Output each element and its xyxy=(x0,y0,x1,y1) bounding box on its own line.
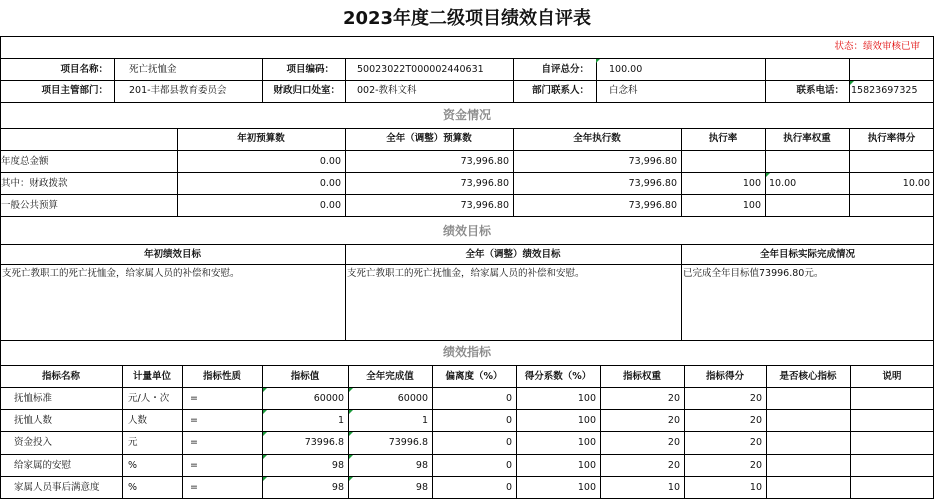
grid-line-v xyxy=(345,244,346,340)
grid-line-h xyxy=(0,194,934,195)
page-title: 2023年度二级项目绩效自评表 xyxy=(342,8,592,29)
cell-comment-marker xyxy=(349,410,353,414)
indicator-cell-name[interactable]: 家属人员事后满意度 xyxy=(14,482,100,493)
indicator-cell-done[interactable]: 60000 xyxy=(397,393,428,404)
goal-actual-text[interactable]: 已完成全年目标值73996.80元。 xyxy=(683,268,824,279)
goals-header-adjusted: 全年（调整）绩效目标 xyxy=(465,249,561,260)
indicator-cell-score[interactable]: 10 xyxy=(749,482,762,493)
grid-line-h xyxy=(0,172,934,173)
indicator-cell-weight[interactable]: 20 xyxy=(667,393,680,404)
indicator-cell-score[interactable]: 20 xyxy=(749,437,762,448)
grid-line-h xyxy=(0,264,934,265)
grid-line-h xyxy=(0,454,934,455)
indicator-cell-score[interactable]: 20 xyxy=(749,460,762,471)
indicator-cell-unit[interactable]: % xyxy=(128,460,138,471)
grid-line-v xyxy=(681,128,682,216)
contact-label: 部门联系人： xyxy=(531,85,589,96)
funds-cell-adjusted[interactable]: 73,996.80 xyxy=(460,200,509,211)
cell-comment-marker xyxy=(349,388,353,392)
indicator-header-done: 全年完成值 xyxy=(366,371,414,382)
cell-comment-marker xyxy=(349,432,353,436)
funds-header-adjusted: 全年（调整）预算数 xyxy=(386,133,472,144)
funds-cell-rate[interactable]: 100 xyxy=(742,200,761,211)
indicator-cell-dev[interactable]: 0 xyxy=(505,460,512,471)
indicator-header-core: 是否核心指标 xyxy=(779,371,837,382)
grid-line-h xyxy=(0,80,934,81)
indicator-cell-target[interactable]: 60000 xyxy=(313,393,344,404)
grid-line-h xyxy=(0,102,934,103)
indicator-cell-nature[interactable]: = xyxy=(190,460,198,471)
grid-line-v xyxy=(684,365,685,499)
indicator-cell-weight[interactable]: 20 xyxy=(667,460,680,471)
grid-line-v xyxy=(114,58,115,102)
indicator-cell-unit[interactable]: % xyxy=(128,482,138,493)
funds-header-weight: 执行率权重 xyxy=(783,133,831,144)
cell-comment-marker xyxy=(263,410,267,414)
grid-line-v xyxy=(345,58,346,102)
indicator-header-note: 说明 xyxy=(882,371,902,382)
grid-line-h xyxy=(0,36,934,37)
goal-initial-text[interactable]: 支死亡教职工的死亡抚恤金，给家属人员的补偿和安慰。 xyxy=(2,268,240,279)
grid-line-h xyxy=(0,476,934,477)
indicator-cell-dev[interactable]: 0 xyxy=(505,437,512,448)
grid-line-v xyxy=(432,365,433,499)
indicator-header-name: 指标名称 xyxy=(41,371,80,382)
indicator-header-weight: 指标权重 xyxy=(622,371,661,382)
project-name-value[interactable]: 死亡抚恤金 xyxy=(129,64,177,75)
indicator-cell-target[interactable]: 1 xyxy=(337,415,344,426)
funds-row-name: 一般公共预算 xyxy=(1,200,59,211)
cell-comment-marker xyxy=(263,432,267,436)
funds-section-title: 资金情况 xyxy=(442,108,491,122)
indicator-cell-name[interactable]: 抚恤标准 xyxy=(14,393,53,404)
funds-cell-initial[interactable]: 0.00 xyxy=(319,178,341,189)
funds-cell-score[interactable]: 10.00 xyxy=(902,178,930,189)
cell-comment-marker xyxy=(263,455,267,459)
status-badge: 状态：绩效审核已审 xyxy=(834,41,920,52)
grid-line-v xyxy=(849,58,850,102)
grid-line-v xyxy=(766,365,767,499)
dept-value[interactable]: 201-丰都县教育委员会 xyxy=(129,85,227,96)
cell-comment-marker xyxy=(850,81,854,85)
indicator-cell-done[interactable]: 1 xyxy=(421,415,428,426)
funds-cell-adjusted[interactable]: 73,996.80 xyxy=(460,178,509,189)
grid-line-v xyxy=(513,58,514,102)
grid-line-v xyxy=(849,128,850,216)
grid-line-v xyxy=(516,365,517,499)
goals-header-actual: 全年目标实际完成情况 xyxy=(759,249,855,260)
office-value[interactable]: 002-教科文科 xyxy=(357,85,417,96)
funds-cell-initial[interactable]: 0.00 xyxy=(319,200,341,211)
cell-comment-marker xyxy=(349,455,353,459)
indicator-cell-target[interactable]: 73996.8 xyxy=(304,437,344,448)
grid-line-h xyxy=(0,409,934,410)
grid-line-h xyxy=(0,340,934,341)
grid-line-v xyxy=(345,128,346,216)
indicator-header-target: 指标值 xyxy=(290,371,320,382)
indicator-cell-target[interactable]: 98 xyxy=(331,482,344,493)
goal-adjusted-text[interactable]: 支死亡教职工的死亡抚恤金，给家属人员的补偿和安慰。 xyxy=(347,268,585,279)
indicator-cell-done[interactable]: 98 xyxy=(415,460,428,471)
funds-cell-executed[interactable]: 73,996.80 xyxy=(628,156,677,167)
indicator-cell-coef[interactable]: 100 xyxy=(577,393,596,404)
indicator-cell-score[interactable]: 20 xyxy=(749,393,762,404)
indicator-cell-nature[interactable]: = xyxy=(190,415,198,426)
indicator-header-score: 指标得分 xyxy=(705,371,744,382)
phone-value[interactable]: 15823697325 xyxy=(851,85,918,96)
funds-row-name: 年度总金额 xyxy=(1,156,49,167)
grid-line-v xyxy=(0,36,1,499)
indicators-section-title: 绩效指标 xyxy=(442,345,491,359)
grid-line-h xyxy=(0,387,934,388)
indicator-cell-nature[interactable]: = xyxy=(190,482,198,493)
indicator-header-nature: 指标性质 xyxy=(202,371,241,382)
goals-header-initial: 年初绩效目标 xyxy=(143,249,201,260)
indicator-cell-nature[interactable]: = xyxy=(190,393,198,404)
grid-line-v xyxy=(182,365,183,499)
grid-line-h xyxy=(0,431,934,432)
contact-value[interactable]: 白念科 xyxy=(609,85,638,96)
indicator-cell-score[interactable]: 20 xyxy=(749,415,762,426)
indicator-cell-dev[interactable]: 0 xyxy=(505,393,512,404)
cell-comment-marker xyxy=(263,388,267,392)
indicator-cell-unit[interactable]: 人数 xyxy=(128,415,148,426)
phone-label: 联系电话： xyxy=(796,85,844,96)
funds-header-initial: 年初预算数 xyxy=(237,133,285,144)
indicator-cell-weight[interactable]: 20 xyxy=(667,437,680,448)
indicator-cell-dev[interactable]: 0 xyxy=(505,482,512,493)
funds-row-name: 其中：财政拨款 xyxy=(1,178,68,189)
grid-line-v xyxy=(765,58,766,102)
cell-comment-marker xyxy=(596,59,600,63)
indicator-cell-weight[interactable]: 10 xyxy=(667,482,680,493)
indicator-cell-unit[interactable]: 元 xyxy=(128,437,138,448)
funds-cell-initial[interactable]: 0.00 xyxy=(319,156,341,167)
grid-line-v xyxy=(122,365,123,499)
grid-line-v xyxy=(681,244,682,340)
indicator-cell-done[interactable]: 73996.8 xyxy=(388,437,428,448)
grid-line-v xyxy=(262,58,263,102)
funds-header-rate: 执行率 xyxy=(708,133,738,144)
indicator-cell-dev[interactable]: 0 xyxy=(505,415,512,426)
grid-line-h xyxy=(0,58,934,59)
indicator-cell-unit[interactable]: 元/人・次 xyxy=(128,393,170,404)
indicator-cell-coef[interactable]: 100 xyxy=(577,415,596,426)
dept-label: 项目主管部门： xyxy=(41,85,108,96)
funds-cell-rate[interactable]: 100 xyxy=(742,178,761,189)
indicator-cell-coef[interactable]: 100 xyxy=(577,460,596,471)
funds-header-score: 执行率得分 xyxy=(867,133,916,144)
cell-comment-marker xyxy=(766,173,770,177)
funds-cell-adjusted[interactable]: 73,996.80 xyxy=(460,156,509,167)
grid-line-v xyxy=(765,128,766,216)
grid-line-h xyxy=(0,128,934,129)
indicator-cell-coef[interactable]: 100 xyxy=(577,482,596,493)
self-score-value[interactable]: 100.00 xyxy=(609,64,643,75)
indicator-cell-nature[interactable]: = xyxy=(190,437,198,448)
grid-line-v xyxy=(850,365,851,499)
indicator-header-coef: 得分系数（%） xyxy=(524,371,592,382)
grid-line-h xyxy=(0,244,934,245)
grid-line-v xyxy=(513,128,514,216)
indicator-cell-done[interactable]: 98 xyxy=(415,482,428,493)
funds-cell-executed[interactable]: 73,996.80 xyxy=(628,178,677,189)
cell-comment-marker xyxy=(349,477,353,481)
indicator-cell-weight[interactable]: 20 xyxy=(667,415,680,426)
grid-line-h xyxy=(0,365,934,366)
goals-section-title: 绩效目标 xyxy=(442,224,491,238)
grid-line-v xyxy=(596,58,597,102)
grid-line-v xyxy=(177,128,178,216)
funds-cell-executed[interactable]: 73,996.80 xyxy=(628,200,677,211)
self-score-label: 自评总分： xyxy=(541,64,589,75)
indicator-cell-name[interactable]: 给家属的安慰 xyxy=(14,460,72,471)
cell-comment-marker xyxy=(263,477,267,481)
grid-line-h xyxy=(0,216,934,217)
indicator-header-unit: 计量单位 xyxy=(132,371,171,382)
indicator-cell-name[interactable]: 抚恤人数 xyxy=(14,415,53,426)
project-code-label: 项目编码： xyxy=(286,64,334,75)
project-code-value[interactable]: 50023022T000002440631 xyxy=(357,64,484,75)
indicator-cell-name[interactable]: 资金投入 xyxy=(14,437,53,448)
grid-line-v xyxy=(600,365,601,499)
indicator-header-dev: 偏离度（%） xyxy=(445,371,503,382)
grid-line-h xyxy=(0,150,934,151)
office-label: 财政归口处室： xyxy=(273,85,340,96)
funds-header-executed: 全年执行数 xyxy=(573,133,621,144)
indicator-cell-target[interactable]: 98 xyxy=(331,460,344,471)
indicator-cell-coef[interactable]: 100 xyxy=(577,437,596,448)
project-name-label: 项目名称： xyxy=(60,64,108,75)
funds-cell-weight[interactable]: 10.00 xyxy=(769,178,797,189)
